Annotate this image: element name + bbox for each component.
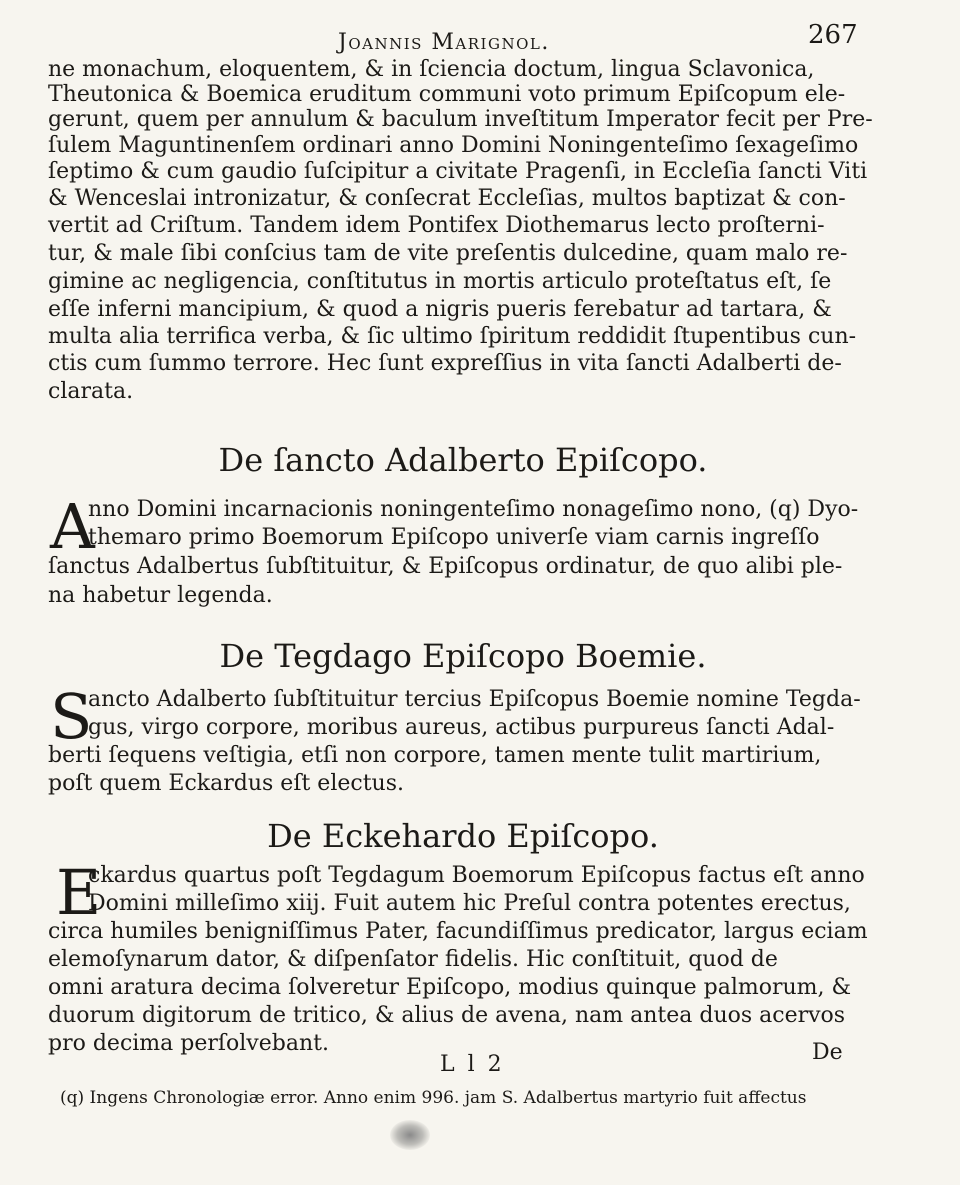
text-line: Domini milleſimo xiij. Fuit autem hic Preſul contra potentes erectus, xyxy=(88,891,851,916)
text-line: berti ſequens veſtigia, etſi non corpore, tamen mente tulit martirium, xyxy=(48,743,822,768)
text-line: duorum digitorum de tritico, & alius de avena, nam antea duos acervos xyxy=(48,1003,846,1028)
footnote: (q) Ingens Chronologiæ error. Anno enim 996. jam S. Adalbertus martyrio fuit affectus xyxy=(60,1088,807,1108)
signature-mark: L l 2 xyxy=(440,1052,505,1077)
section-heading: De Tegdago Epiſcopo Boemie. xyxy=(219,637,707,675)
section-heading: De Eckehardo Epiſcopo. xyxy=(267,817,659,855)
text-line: ſulem Maguntinenſem ordinari anno Domini Noningenteſimo ſexageſimo xyxy=(48,133,859,158)
ink-smudge xyxy=(390,1120,430,1150)
text-line: Theutonica & Boemica eruditum communi voto primum Epiſcopum ele- xyxy=(48,82,846,107)
text-line: nno Domini incarnacionis noningenteſimo nonageſimo nono, (q) Dyo- xyxy=(88,497,859,522)
text-line: eſſe inferni mancipium, & quod a nigris pueris ferebatur ad tartara, & xyxy=(48,297,832,322)
text-line: multa alia terrifica verba, & ſic ultimo ſpiritum reddidit ſtupentibus cun- xyxy=(48,324,857,349)
text-line: ckardus quartus poſt Tegdagum Boemorum Epiſcopus factus eſt anno xyxy=(88,863,865,888)
drop-cap: E xyxy=(56,856,102,929)
text-line: gerunt, quem per annulum & baculum inveſtitum Imperator fecit per Pre- xyxy=(48,107,873,132)
text-line: & Wenceslai intronizatur, & conſecrat Eccleſias, multos baptizat & con- xyxy=(48,186,846,211)
page-number: 267 xyxy=(808,20,858,50)
catchword: De xyxy=(812,1040,843,1065)
text-line: ne monachum, eloquentem, & in ſciencia doctum, lingua Sclavonica, xyxy=(48,57,815,82)
drop-cap: S xyxy=(50,680,93,753)
running-head-title: Joannis Marignol. xyxy=(338,30,550,55)
text-line: elemoſynarum dator, & diſpenſator fidelis. Hic conſtituit, quod de xyxy=(48,947,778,972)
text-line: tur, & male ſibi conſcius tam de vite preſentis dulcedine, quam malo re- xyxy=(48,241,848,266)
text-line: vertit ad Criſtum. Tandem idem Pontifex Diothemarus lecto proſterni- xyxy=(48,213,825,238)
text-line: themaro primo Boemorum Epiſcopo univerſe viam carnis ingreſſo xyxy=(88,525,820,550)
text-line: na habetur legenda. xyxy=(48,583,273,608)
text-line: circa humiles benigniſſimus Pater, facundiſſimus predicator, largus eciam xyxy=(48,919,868,944)
text-line: gimine ac negligencia, conſtitutus in mortis articulo proteſtatus eſt, ſe xyxy=(48,269,832,294)
text-line: ctis cum ſummo terrore. Hec ſunt expreſſius in vita ſancti Adalberti de- xyxy=(48,351,842,376)
drop-cap: A xyxy=(50,490,95,563)
text-line: clarata. xyxy=(48,379,134,404)
running-head xyxy=(0,18,960,58)
text-line: ancto Adalberto ſubſtituitur tercius Epiſcopus Boemie nomine Tegda- xyxy=(88,687,861,712)
text-line: gus, virgo corpore, moribus aureus, actibus purpureus ſancti Adal- xyxy=(88,715,835,740)
text-line: ſanctus Adalbertus ſubſtituitur, & Epiſcopus ordinatur, de quo alibi ple- xyxy=(48,554,843,579)
section-heading: De ſancto Adalberto Epiſcopo. xyxy=(218,441,708,479)
text-line: poſt quem Eckardus eſt electus. xyxy=(48,771,404,796)
text-line: ſeptimo & cum gaudio ſuſcipitur a civitate Pragenſi, in Eccleſia ſancti Viti xyxy=(48,159,868,184)
text-line: pro decima perſolvebant. xyxy=(48,1031,329,1056)
text-line: omni aratura decima ſolveretur Epiſcopo, modius quinque palmorum, & xyxy=(48,975,852,1000)
